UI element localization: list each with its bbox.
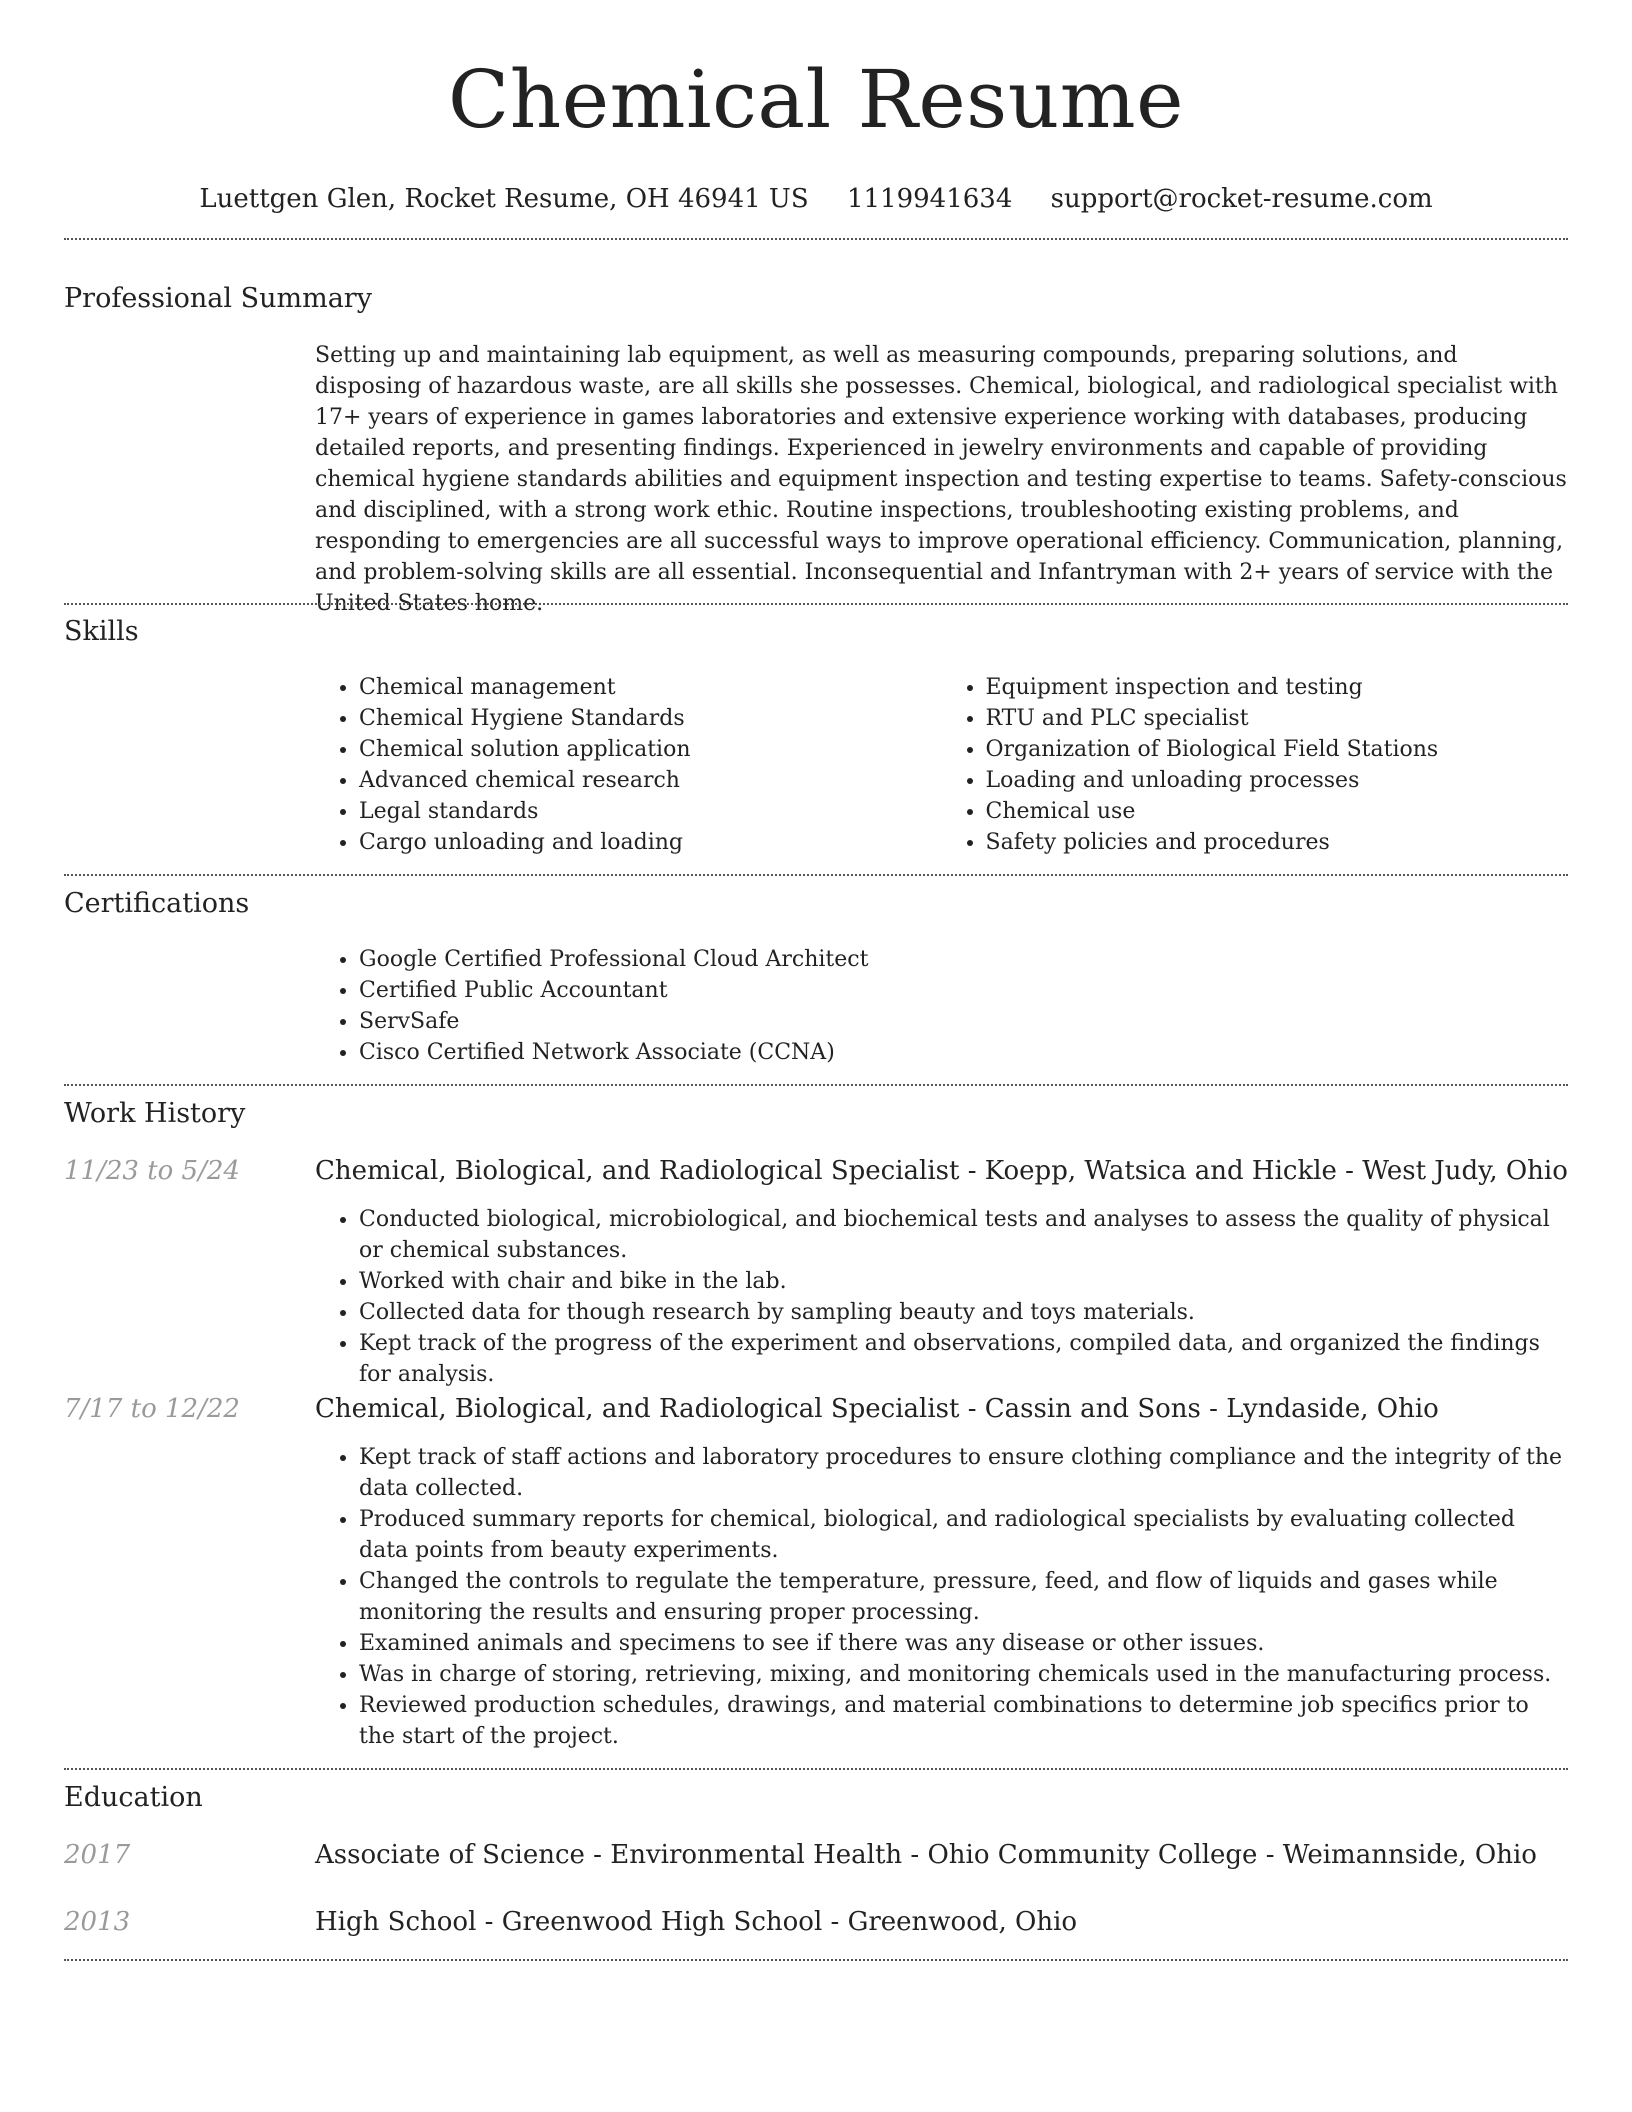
job-duties-list [315,1442,1568,1752]
skills-list [315,672,1568,858]
job-duty-item: • Reviewed production schedules, drawings, and material combinations to determine job specifics prior to the start of the project. [359,1690,1568,1752]
skill-item: • Equipment inspection and testing [986,672,1569,703]
skill-item: • Chemical solution application [359,734,942,765]
contact-address: Luettgen Glen, Rocket Resume, OH 46941 US [199,184,809,214]
skill-item: • Chemical Hygiene Standards [359,703,942,734]
education-entry: Associate of Science - Environmental Health - Ohio Community College - Weimannside, Ohio [315,1840,1537,1870]
skill-item: • Advanced chemical research [359,765,942,796]
contact-phone: 1119941634 [846,184,1013,214]
certifications-list [315,944,1568,1068]
divider [64,1084,1568,1086]
certification-item: • ServSafe [359,1006,1568,1037]
job-duty-item: • Was in charge of storing, retrieving, mixing, and monitoring chemicals used in the manufacturing process. [359,1659,1568,1690]
skill-item: • Chemical use [986,796,1569,827]
job-duties [315,1204,1568,1390]
resume-header [0,0,1632,216]
contact-line [0,182,1632,216]
job-duty-item: • Collected data for though research by sampling beauty and toys materials. [359,1297,1568,1328]
job-duty-item: • Kept track of the progress of the experiment and observations, compiled data, and organized the findings for analysis. [359,1328,1568,1390]
summary-heading: Professional Summary [64,283,372,314]
skill-item: • RTU and PLC specialist [986,703,1569,734]
education-year: 2017 [64,1840,131,1870]
job-duty-item: • Worked with chair and bike in the lab. [359,1266,1568,1297]
divider [64,874,1568,876]
skill-item: • Organization of Biological Field Stations [986,734,1569,765]
divider [64,603,1568,605]
skill-item: • Safety policies and procedures [986,827,1569,858]
summary-text: Setting up and maintaining lab equipment, as well as measuring compounds, preparing solutions, and disposing of hazardous waste, are all skills she possesses. Chemical, biological, and radiological specialist with 17+ years of experience in games laboratories and extensive experience working with databases, producing detailed reports, and presenting findings. Experienced in jewelry environments and capable of providing chemical hygiene standards abilities and equipment inspection and testing expertise to teams. Safety-conscious and disciplined, with a strong work ethic. Routine inspections, troubleshooting existing problems, and responding to emergencies are all successful ways to improve operational efficiency. Communication, planning, and problem-solving skills are all essential. Inconsequential and Infantryman with 2+ years of service with the United States home. [315,343,1567,616]
certification-item: • Cisco Certified Network Associate (CCNA) [359,1037,1568,1068]
job-duty-item: • Changed the controls to regulate the temperature, pressure, feed, and flow of liquids and gases while monitoring the results and ensuring proper processing. [359,1566,1568,1628]
job-duties [315,1442,1568,1752]
job-dates: 7/17 to 12/22 [64,1394,240,1424]
job-duties-list [315,1204,1568,1390]
job-duty-item: • Produced summary reports for chemical, biological, and radiological specialists by evaluating collected data points from beauty experiments. [359,1504,1568,1566]
job-title: Chemical, Biological, and Radiological Specialist - Cassin and Sons - Lyndaside, Ohio [315,1394,1439,1424]
job-duty-item: • Conducted biological, microbiological, and biochemical tests and analyses to assess the quality of physical or chemical substances. [359,1204,1568,1266]
divider [64,1768,1568,1770]
skill-item: • Chemical management [359,672,942,703]
skills-column-left [315,672,942,858]
contact-email: support@rocket-resume.com [1050,184,1433,214]
summary-section [315,340,1568,619]
work-history-heading: Work History [64,1098,246,1129]
resume-title: Chemical Resume [448,53,1184,146]
certifications-heading: Certifications [64,888,250,919]
education-heading: Education [64,1782,203,1813]
skill-item: • Loading and unloading processes [986,765,1569,796]
education-entry: High School - Greenwood High School - Greenwood, Ohio [315,1907,1078,1937]
certifications-section [315,944,1568,1068]
education-year: 2013 [64,1907,131,1937]
skill-item: • Cargo unloading and loading [359,827,942,858]
skill-item: • Legal standards [359,796,942,827]
certification-item: • Certified Public Accountant [359,975,1568,1006]
divider [64,1959,1568,1961]
skills-heading: Skills [64,616,139,647]
job-duty-item: • Examined animals and specimens to see if there was any disease or other issues. [359,1628,1568,1659]
job-duty-item: • Kept track of staff actions and laboratory procedures to ensure clothing compliance and the integrity of the data collected. [359,1442,1568,1504]
skills-column-right [942,672,1569,858]
certification-item: • Google Certified Professional Cloud Architect [359,944,1568,975]
job-dates: 11/23 to 5/24 [64,1156,240,1186]
job-title: Chemical, Biological, and Radiological Specialist - Koepp, Watsica and Hickle - West Judy, Ohio [315,1156,1568,1186]
divider [64,238,1568,240]
